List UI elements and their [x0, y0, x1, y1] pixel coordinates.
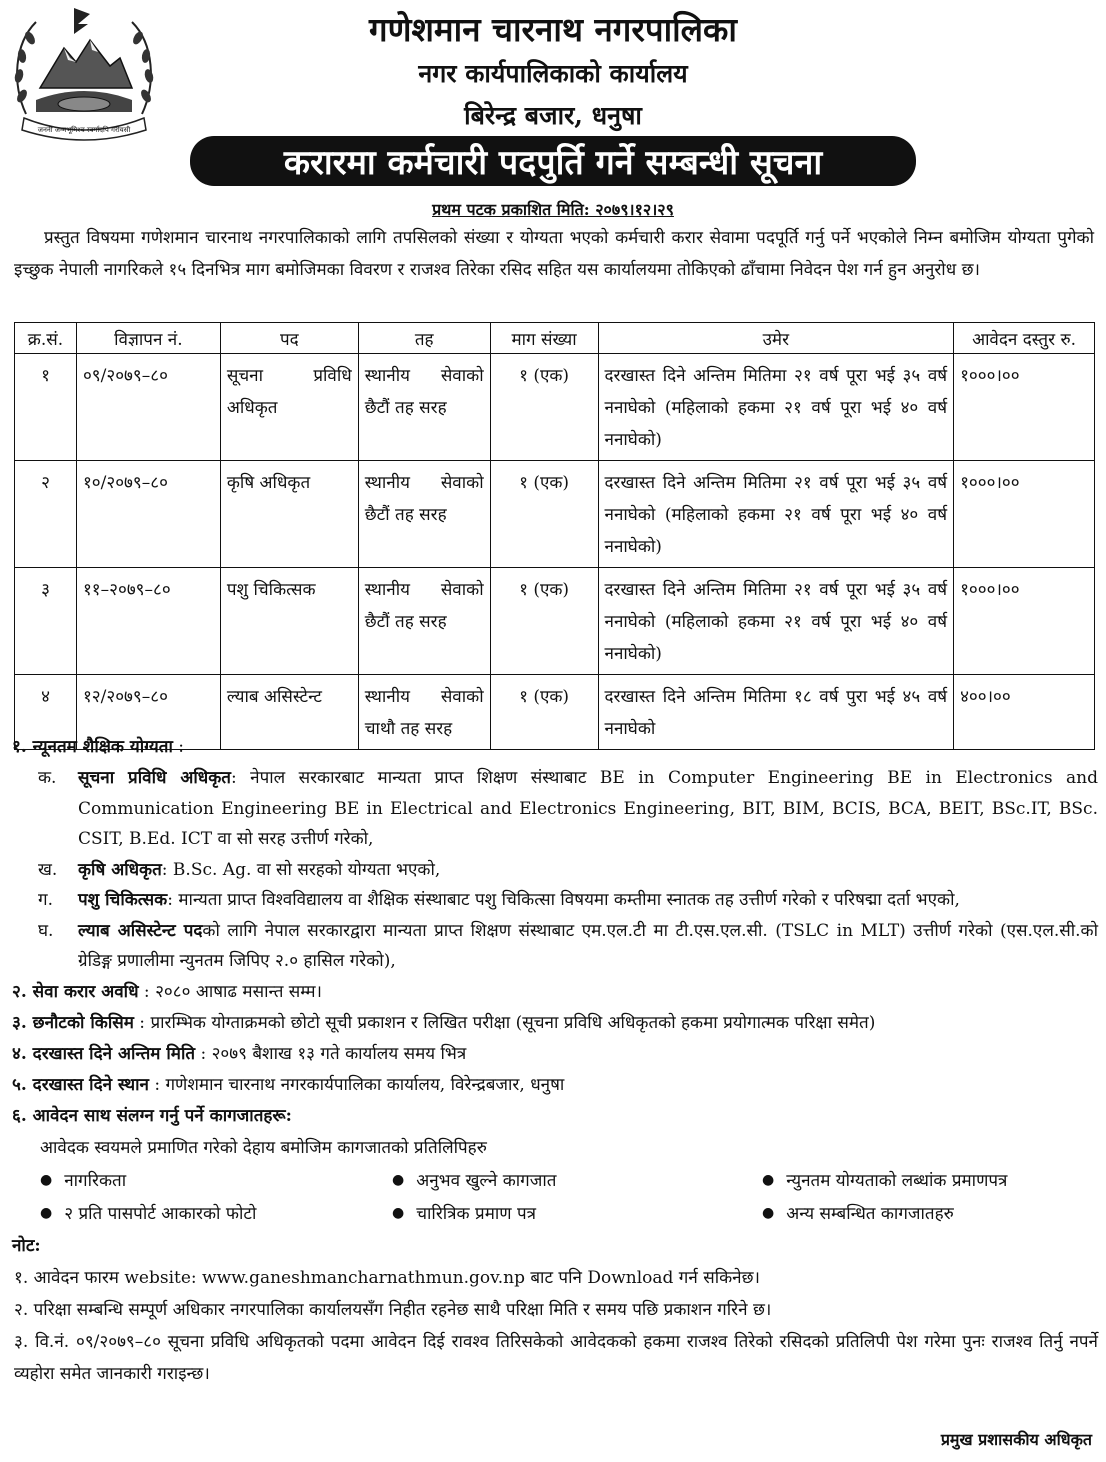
term-selection-method — [12, 1008, 1098, 1039]
table-row — [15, 461, 1095, 568]
cell-age: दरखास्त दिने अन्तिम मितिमा २१ वर्ष पूरा भई ३५ वर्ष ननाघेको (महिलाको हकमा २१ वर्ष पूरा भई ४० वर्ष ननाघेको) — [598, 461, 954, 568]
cell-fee: १०००।०० — [954, 568, 1095, 675]
table-row — [15, 568, 1095, 675]
term-place — [12, 1070, 1098, 1101]
qualification-mark: क. — [38, 768, 57, 788]
qualification-mark: ख. — [38, 859, 58, 880]
publication-date: प्रथम पटक प्रकाशित मिति: २०७९।१२।२९ — [432, 200, 674, 219]
qualifications-heading-text: १. न्यूनतम शैक्षिक योग्यता — [12, 737, 173, 757]
document-item: ● न्युनतम योग्यताको लब्धांक प्रमाणपत्र — [762, 1165, 1102, 1198]
municipality-name: गणेशमान चारनाथ नगरपालिका — [369, 10, 737, 49]
qualification-item — [12, 763, 1098, 855]
term-label: २. सेवा करार अवधि — [12, 981, 139, 1002]
documents-intro: आवेदक स्वयमले प्रमाणित गरेको देहाय बमोजिम कागजातको प्रतिलिपिहरु — [40, 1137, 487, 1158]
qualification-text: : मान्यता प्राप्त विश्वविद्यालय वा शैक्षिक संस्थाबाट पशु चिकित्सा विषयमा कम्तीमा स्नातक तह उत्तीर्ण गरेको र परिषद्मा दर्ता भएको, — [167, 890, 960, 910]
cell-qty: १ (एक) — [490, 675, 598, 750]
cell-sn: ४ — [15, 675, 77, 750]
cell-fee: ४००।०० — [954, 675, 1095, 750]
note-item: ३. वि.नं. ०९/२०७९–८० सूचना प्रविधि अधिकृतको पदमा आवेदन दिई रावश्व तिरिसकेको आवेदकको हकमा राजश्व तिरेको रसिदको प्रतिलिपी पेश गरेमा पुनः राजश्व तिर्नु नपर्ने व्यहोरा समेत जानकारी गराइन्छ। — [14, 1331, 1098, 1384]
cell-level: स्थानीय सेवाको चाथौ तह सरह — [358, 675, 490, 750]
qualification-mark: ग. — [38, 890, 53, 910]
notes-heading: नोट: — [12, 1235, 41, 1256]
cell-post: कृषि अधिकृत — [220, 461, 358, 568]
qualification-label: पशु चिकित्सक — [78, 890, 168, 910]
cell-level: स्थानीय सेवाको छैटौं तह सरह — [358, 354, 490, 461]
qualification-item — [12, 855, 1098, 886]
cell-ad-no: १०/२०७९–८० — [76, 461, 220, 568]
cell-ad-no: १२/२०७९–८० — [76, 675, 220, 750]
note-item: १. आवेदन फारम website: www.ganeshmancharnathmun.gov.np बाट पनि Download गर्न सकिनेछ। — [14, 1267, 760, 1288]
col-header-sn: क्र.सं. — [15, 323, 77, 354]
cell-sn: १ — [15, 354, 77, 461]
cell-sn: २ — [15, 461, 77, 568]
cell-age: दरखास्त दिने अन्तिम मितिमा २१ वर्ष पूरा भई ३५ वर्ष ननाघेको (महिलाको हकमा २१ वर्ष पूरा भई ४० वर्ष ननाघेको) — [598, 568, 954, 675]
col-header-qty: माग संख्या — [490, 323, 598, 354]
cell-age: दरखास्त दिने अन्तिम मितिमा २१ वर्ष पूरा भई ३५ वर्ष ननाघेको (महिलाको हकमा २१ वर्ष पूरा भई ४० वर्ष ननाघेको) — [598, 354, 954, 461]
document-item: ● नागरिकता — [40, 1165, 392, 1198]
notice-sections — [12, 732, 1098, 1390]
col-header-ad-no: विज्ञापन नं. — [76, 323, 220, 354]
cell-fee: १०००।०० — [954, 354, 1095, 461]
cell-ad-no: ११–२०७९–८० — [76, 568, 220, 675]
term-label: ३. छनौटको किसिम — [12, 1012, 134, 1033]
qualification-mark: घ. — [38, 920, 54, 941]
office-address: बिरेन्द्र बजार, धनुषा — [464, 101, 642, 130]
signatory-title: प्रमुख प्रशासकीय अधिकृत — [940, 1430, 1092, 1449]
cell-qty: १ (एक) — [490, 354, 598, 461]
document-item: ● अन्य सम्बन्धित कागजातहरु — [762, 1198, 1102, 1231]
table-row — [15, 354, 1095, 461]
table-header-row — [15, 323, 1095, 354]
cell-sn: ३ — [15, 568, 77, 675]
documents-heading: ६. आवेदन साथ संलग्न गर्नु पर्ने कागजातहरू: — [12, 1105, 292, 1126]
term-label: ५. दरखास्त दिने स्थान — [12, 1074, 149, 1095]
documents-list — [12, 1165, 1098, 1231]
cell-level: स्थानीय सेवाको छैटौं तह सरह — [358, 461, 490, 568]
cell-post: पशु चिकित्सक — [220, 568, 358, 675]
term-text: : प्रारम्भिक योग्ताक्रमको छोटो सूची प्रकाशन र लिखित परीक्षा (सूचना प्रविधि अधिकृतको हकमा प्रयोगात्मक परिक्षा समेत) — [133, 1012, 876, 1033]
col-header-fee: आवेदन दस्तुर रु. — [954, 323, 1095, 354]
qualifications-heading-sep: : — [172, 737, 185, 757]
qualification-text: को लागि नेपाल सरकारद्वारा मान्यता प्राप्त शिक्षण संस्थाबाट एम.एल.टी मा टी.एस.एल.सी. (TSLC in MLT) उत्तीर्ण गरेको (एस.एल.सी.को ग्रेडिङ्ग प्रणालीमा न्युनतम जिपिए २.० हासिल गरेको), — [78, 920, 1099, 971]
cell-level: स्थानीय सेवाको छैटौं तह सरह — [358, 568, 490, 675]
cell-age: दरखास्त दिने अन्तिम मितिमा १८ वर्ष पुरा भई ४५ वर्ष ननाघेको — [598, 675, 954, 750]
qualification-text: : B.Sc. Ag. वा सो सरहको योग्यता भएको, — [161, 859, 441, 880]
qualification-label: ल्याब असिस्टेन्ट पद — [78, 920, 203, 941]
cell-qty: १ (एक) — [490, 461, 598, 568]
term-text: : गणेशमान चारनाथ नगरकार्यपालिका कार्यालय, विरेन्द्रबजार, धनुषा — [148, 1074, 565, 1095]
emblem-motto: जननी जन्मभूमिश्च स्वर्गादपि गरीयसी — [37, 126, 131, 134]
notice-title-banner — [190, 136, 916, 186]
document-item: ● चारित्रिक प्रमाण पत्र — [392, 1198, 762, 1231]
col-header-age: उमेर — [598, 323, 954, 354]
col-header-level: तह — [358, 323, 490, 354]
qualification-text: : नेपाल सरकारबाट मान्यता प्राप्त शिक्षण संस्थाबाट BE in Computer Engineering BE in Electronics and Communication Engineering BE in Electrical and Electronics Engineering, BIT, BIM, BCIS, BCA, BEIT, BSc.IT, BSc. CSIT, B.Ed. ICT वा सो सरह उत्तीर्ण गरेको, — [78, 768, 1098, 849]
col-header-post: पद — [220, 323, 358, 354]
qualification-label: कृषि अधिकृत — [78, 859, 162, 880]
cell-post: सूचना प्रविधि अधिकृत — [220, 354, 358, 461]
qualification-item — [12, 916, 1098, 977]
term-deadline — [12, 1039, 1098, 1070]
term-text: : २०८० आषाढ मसान्त सम्म। — [138, 981, 322, 1002]
vacancy-table — [14, 322, 1095, 750]
office-name: नगर कार्यपालिकाको कार्यालय — [418, 59, 688, 88]
cell-post: ल्याब असिस्टेन्ट — [220, 675, 358, 750]
term-text: : २०७९ बैशाख १३ गते कार्यालय समय भित्र — [195, 1043, 467, 1064]
qualification-label: सूचना प्रविधि अधिकृत — [78, 768, 231, 788]
qualifications-heading — [12, 732, 1098, 763]
nepal-emblem-icon — [6, 4, 162, 144]
notice-intro: प्रस्तुत विषयमा गणेशमान चारनाथ नगरपालिकाको लागि तपसिलको संख्या र योग्यता भएको कर्मचारी करार सेवामा पदपूर्ति गर्नु पर्ने भएकोले निम्न बमोजिम योग्यता पुगेको इच्छुक नेपाली नागरिकले १५ दिनभित्र माग बमोजिमका विवरण र राजश्व तिरेका रसिद सहित यस कार्यालयमा तोकिएको ढाँचामा निवेदन पेश गर्न हुन अनुरोध छ। — [14, 228, 1094, 280]
document-item: ● अनुभव खुल्ने कागजात — [392, 1165, 762, 1198]
cell-qty: १ (एक) — [490, 568, 598, 675]
term-label: ४. दरखास्त दिने अन्तिम मिति — [12, 1043, 196, 1064]
document-item: ● २ प्रति पासपोर्ट आकारको फोटो — [40, 1198, 392, 1231]
cell-ad-no: ०९/२०७९–८० — [76, 354, 220, 461]
notes-section — [12, 1231, 1098, 1390]
notice-title: करारमा कर्मचारी पदपुर्ति गर्ने सम्बन्धी सूचना — [283, 143, 823, 183]
term-contract-period — [12, 977, 1098, 1008]
note-item: २. परिक्षा सम्बन्धि सम्पूर्ण अधिकार नगरपालिका कार्यालयसँग निहीत रहनेछ साथै परिक्षा मिति र समय पछि प्रकाशन गरिने छ। — [14, 1299, 772, 1320]
cell-fee: १०००।०० — [954, 461, 1095, 568]
qualification-item — [12, 885, 1098, 916]
